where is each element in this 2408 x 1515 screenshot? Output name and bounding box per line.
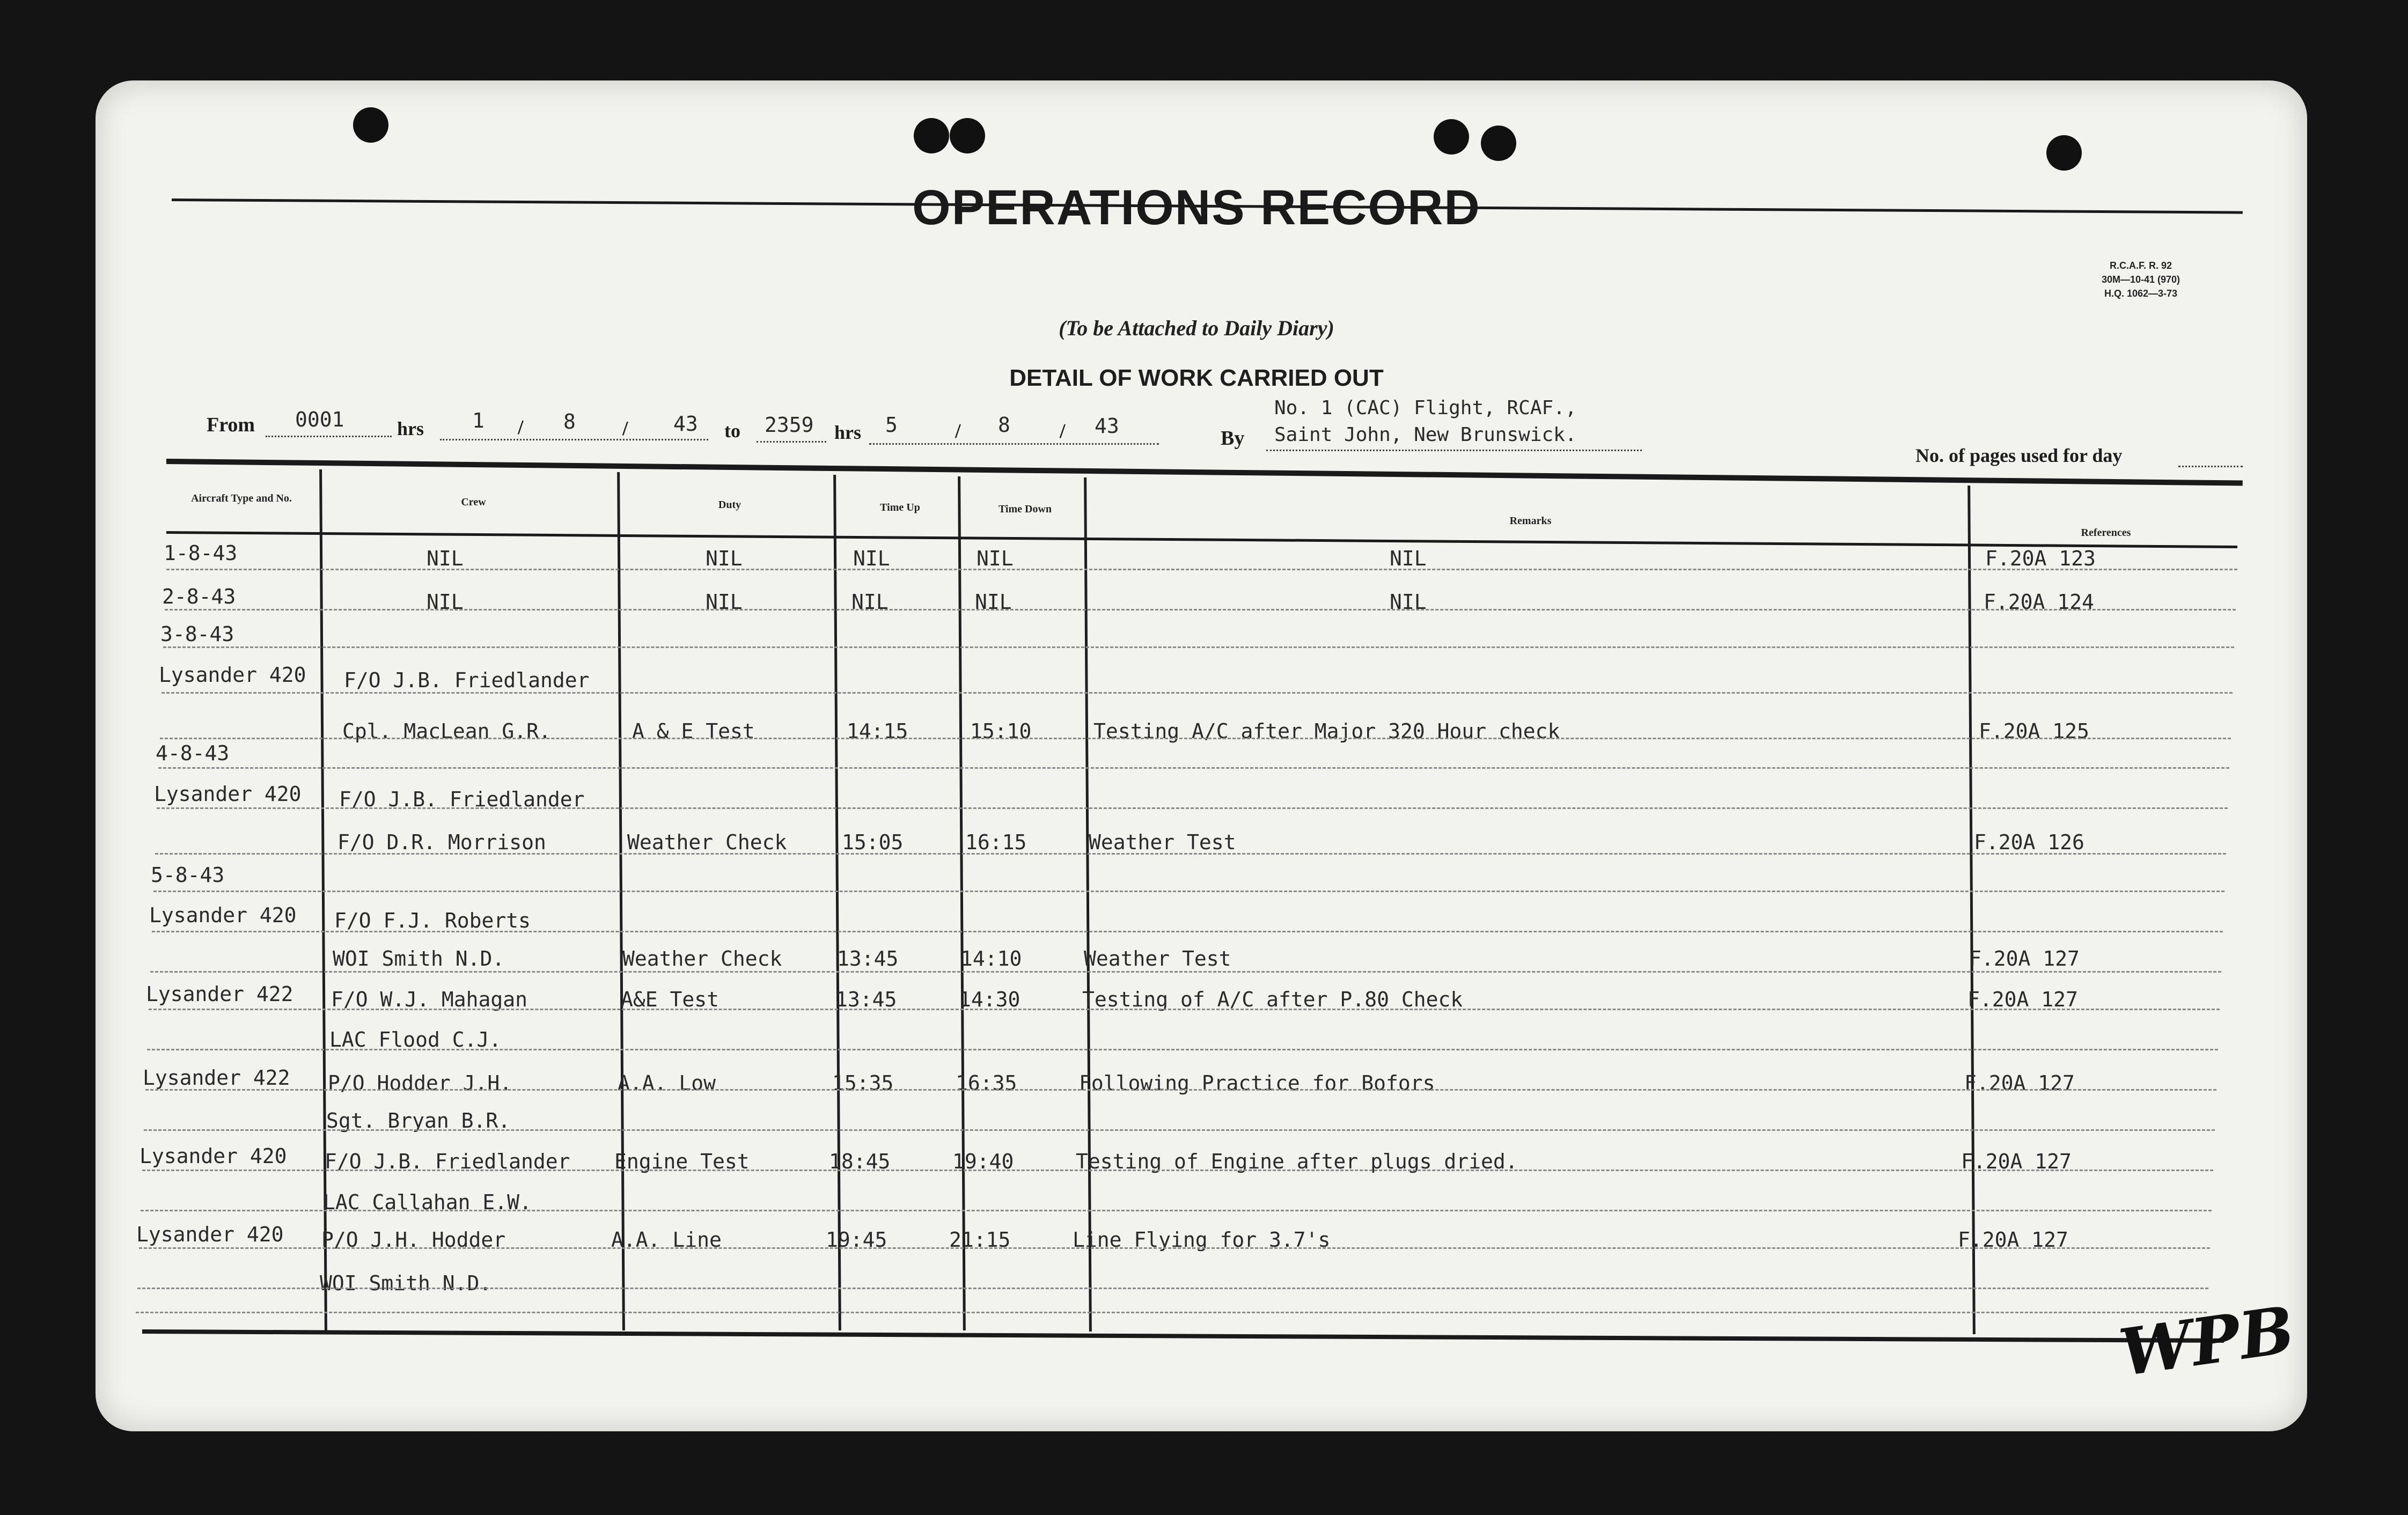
row-divider	[137, 1288, 2208, 1289]
row-duty: Engine Test	[614, 1150, 750, 1173]
form-code-line: H.Q. 1062—3-73	[2104, 288, 2178, 299]
from-label: From	[207, 414, 255, 436]
row-aircraft: Lysander 420	[149, 903, 297, 928]
row-reference: F.20A 127	[1969, 947, 2080, 970]
punch-hole	[1434, 119, 1469, 155]
row-crew: Cpl. MacLean G.R.	[342, 719, 551, 744]
signature-initials: WPB	[2115, 1291, 2299, 1392]
row-divider	[145, 1089, 2216, 1091]
row-crew: WOI Smith N.D.	[333, 947, 505, 970]
row-aircraft: Lysander 420	[140, 1144, 287, 1168]
row-time-up: NIL	[851, 590, 889, 614]
column-header-remarks: Remarks	[1509, 515, 1552, 527]
to-label: to	[724, 420, 740, 442]
row-duty: A.A. Line	[611, 1228, 722, 1252]
column-header-time-up: Time Up	[880, 502, 920, 513]
row-divider	[136, 1312, 2207, 1313]
row-divider	[155, 853, 2226, 855]
to-year: 43	[1095, 414, 1119, 438]
row-aircraft: Lysander 422	[143, 1065, 290, 1090]
row-time-down: 19:40	[952, 1150, 1014, 1173]
row-remarks: Testing A/C after Major 320 Hour check	[1093, 719, 1560, 744]
from-month: 8	[563, 410, 576, 433]
date-separator: /	[518, 416, 524, 439]
form-code-line: R.C.A.F. R. 92	[2109, 260, 2172, 271]
row-time-up: 13:45	[835, 987, 897, 1011]
row-duty: Weather Check	[622, 947, 782, 970]
punch-hole	[950, 118, 985, 153]
row-reference: F.20A 126	[1974, 830, 2084, 855]
row-reference: F.20A 125	[1979, 719, 2089, 744]
row-aircraft: Lysander 422	[146, 982, 293, 1006]
row-time-up: 19:45	[826, 1228, 887, 1252]
row-crew: F/O J.B. Friedlander	[325, 1150, 570, 1173]
row-aircraft: Lysander 420	[136, 1223, 284, 1247]
row-time-up: NIL	[853, 547, 890, 570]
row-divider	[139, 1247, 2210, 1249]
row-divider	[157, 807, 2228, 809]
to-month: 8	[998, 413, 1010, 437]
pages-label: No. of pages used for day	[1915, 445, 2123, 466]
row-aircraft: 2-8-43	[162, 584, 236, 608]
row-duty: A & E Test	[632, 719, 755, 744]
row-remarks: Following Practice for Bofors	[1079, 1071, 1435, 1095]
row-duty: A&E Test	[621, 987, 720, 1011]
row-remarks: NIL	[1390, 547, 1427, 570]
row-crew: LAC Flood C.J.	[329, 1028, 502, 1052]
row-crew: WOI Smith N.D.	[320, 1271, 492, 1295]
form-code-line: 30M—10-41 (970)	[2101, 274, 2181, 285]
row-crew: NIL	[427, 590, 464, 614]
row-crew: P/O Hodder J.H.	[328, 1071, 512, 1095]
row-crew: F/O J.B. Friedlander	[339, 787, 585, 811]
column-header-aircraft: Aircraft Type and No.	[191, 492, 292, 504]
row-divider	[149, 1009, 2220, 1010]
column-header-references: References	[2081, 527, 2131, 539]
hrs-label: hrs	[834, 422, 862, 443]
row-divider	[163, 646, 2234, 648]
row-crew: F/O F.J. Roberts	[334, 909, 531, 933]
row-time-down: 14:10	[960, 947, 1022, 970]
row-crew: F/O D.R. Morrison	[337, 830, 546, 855]
row-time-up: 13:45	[837, 947, 899, 970]
row-divider	[141, 1210, 2212, 1211]
row-aircraft: 5-8-43	[151, 863, 225, 887]
row-divider	[160, 738, 2231, 739]
row-divider	[150, 971, 2221, 973]
date-separator: /	[622, 417, 628, 440]
form-code	[2060, 259, 2221, 300]
row-divider	[142, 1170, 2213, 1171]
row-duty: NIL	[706, 547, 743, 570]
to-day: 5	[885, 413, 898, 437]
row-time-up: 14:15	[847, 719, 908, 744]
from-day: 1	[472, 409, 484, 432]
form-detail-heading: DETAIL OF WORK CARRIED OUT	[1009, 365, 1384, 391]
row-divider	[165, 609, 2236, 611]
row-crew: F/O W.J. Mahagan	[331, 987, 528, 1011]
row-crew: P/O J.H. Hodder	[321, 1228, 506, 1252]
row-crew: Sgt. Bryan B.R.	[326, 1109, 511, 1133]
row-crew: NIL	[427, 547, 464, 570]
row-divider	[152, 931, 2223, 932]
date-separator: /	[955, 420, 961, 443]
column-header-crew: Crew	[461, 496, 486, 508]
row-divider	[147, 1049, 2218, 1050]
row-divider	[166, 569, 2237, 570]
row-reference: F.20A 127	[1967, 987, 2078, 1011]
row-time-up: 18:45	[829, 1150, 891, 1173]
form-title: OPERATIONS RECORD	[912, 180, 1481, 235]
column-header-duty: Duty	[718, 499, 742, 511]
column-header-time-down: Time Down	[998, 503, 1052, 515]
punch-hole	[353, 107, 388, 143]
row-reference: F.20A 127	[1961, 1150, 2072, 1173]
row-reference: F.20A 127	[1964, 1071, 2075, 1095]
hrs-label: hrs	[397, 418, 424, 439]
row-crew: LAC Callahan E.W.	[323, 1190, 532, 1214]
row-remarks: Weather Test	[1084, 947, 1231, 970]
row-time-down: 16:35	[956, 1071, 1017, 1095]
date-separator: /	[1060, 420, 1066, 443]
row-divider	[158, 767, 2229, 769]
row-reference: F.20A 124	[1984, 590, 2094, 614]
by-label: By	[1221, 427, 1245, 450]
row-divider	[161, 692, 2233, 694]
row-time-down: 14:30	[959, 987, 1021, 1011]
from-year: 43	[673, 412, 698, 436]
row-divider	[144, 1129, 2215, 1131]
row-aircraft: Lysander 420	[154, 782, 302, 806]
row-remarks: Testing of A/C after P.80 Check	[1082, 987, 1463, 1011]
row-remarks: NIL	[1390, 590, 1427, 614]
row-duty: A.A. Low	[618, 1071, 716, 1095]
unit-line-1: No. 1 (CAC) Flight, RCAF.,	[1274, 397, 1577, 419]
row-time-down: NIL	[975, 590, 1012, 614]
row-duty: Weather Check	[627, 830, 787, 855]
row-remarks: Testing of Engine after plugs dried.	[1076, 1150, 1518, 1173]
row-time-up: 15:35	[832, 1071, 894, 1095]
row-crew: F/O J.B. Friedlander	[344, 668, 590, 692]
unit-line-2: Saint John, New Brunswick.	[1274, 424, 1577, 446]
row-reference: F.20A 127	[1958, 1228, 2068, 1252]
row-aircraft: 4-8-43	[156, 741, 230, 765]
row-remarks: Line Flying for 3.7's	[1073, 1228, 1331, 1252]
to-time: 2359	[765, 413, 814, 437]
row-time-down: 15:10	[970, 719, 1032, 744]
row-aircraft: 3-8-43	[160, 622, 234, 646]
row-time-up: 15:05	[842, 830, 904, 855]
punch-hole	[914, 118, 949, 153]
row-remarks: Weather Test	[1089, 830, 1236, 855]
row-time-down: NIL	[977, 547, 1014, 570]
row-reference: F.20A 123	[1985, 547, 2096, 570]
row-aircraft: Lysander 420	[159, 663, 306, 687]
row-time-down: 21:15	[949, 1228, 1011, 1252]
from-time: 0001	[295, 408, 344, 431]
form-subtitle: (To be Attached to Daily Diary)	[1059, 316, 1334, 340]
row-divider	[153, 891, 2225, 892]
row-time-down: 16:15	[965, 830, 1027, 855]
punch-hole	[2046, 135, 2082, 171]
punch-hole	[1481, 126, 1516, 161]
row-duty: NIL	[706, 590, 743, 614]
row-aircraft: 1-8-43	[164, 541, 238, 565]
